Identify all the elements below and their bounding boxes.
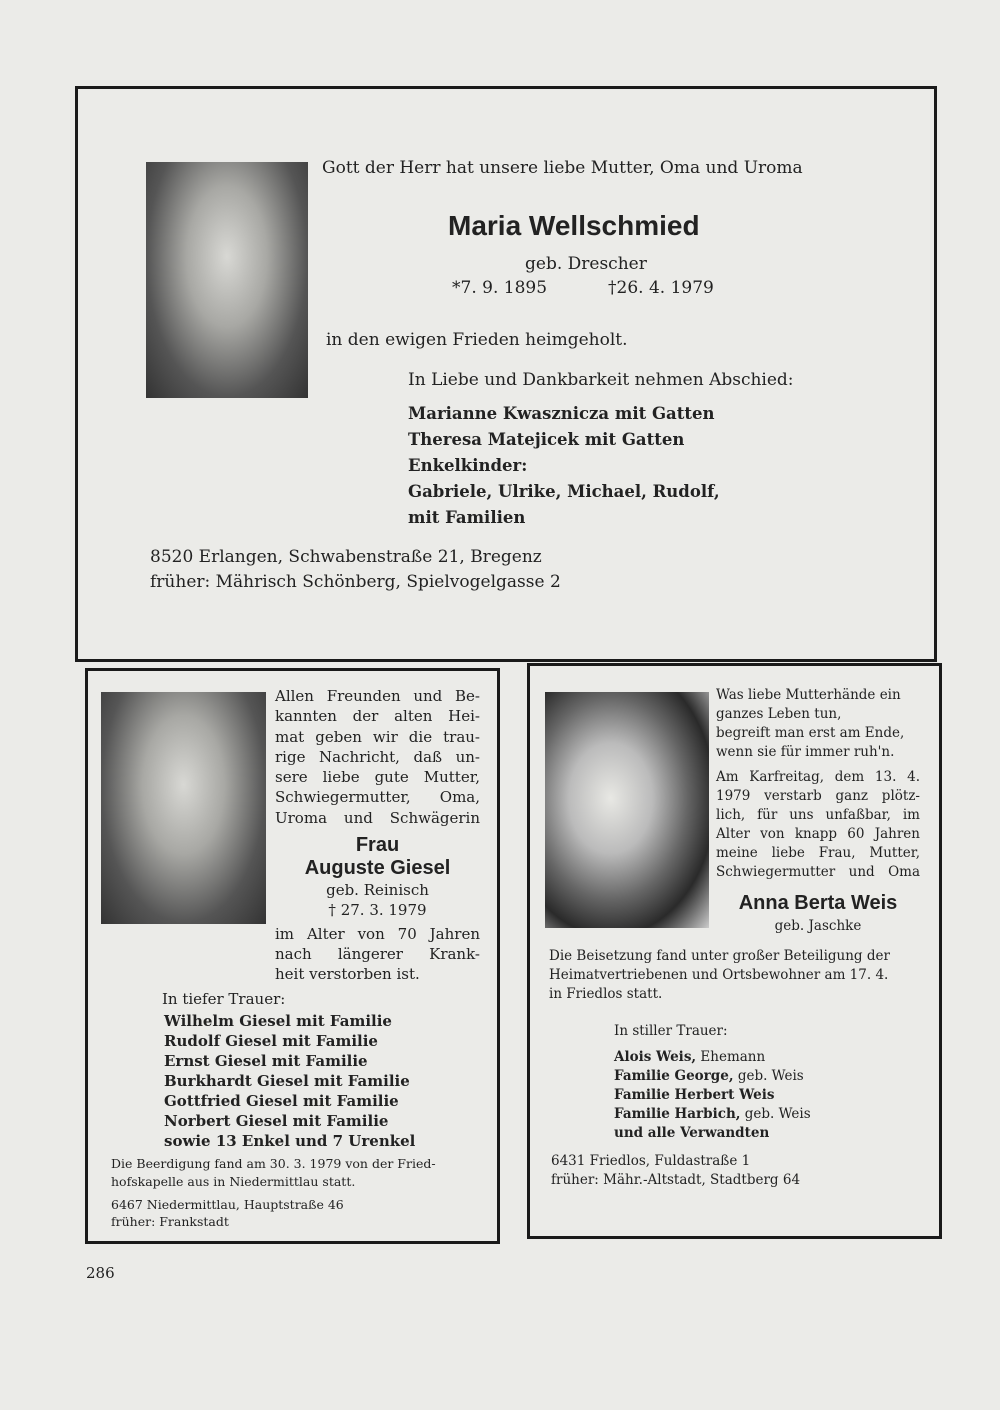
mourner: Wilhelm Giesel mit Familie [164,1012,392,1030]
text-line: Heimatvertriebenen und Ortsbewohner am 17. 4. [549,967,889,983]
birth-name: geb. Jaschke [774,918,862,934]
text-line: Schwiegermutter und Oma [716,864,920,880]
text-line: Uroma und Schwägerin [275,808,480,827]
mourner: Burkhardt Giesel mit Familie [164,1072,410,1090]
text-line: Die Beerdigung fand am 30. 3. 1979 von der Fried- [111,1156,436,1171]
mourner-name: und alle Verwandten [614,1125,770,1141]
deceased-title: Frau [355,834,400,856]
text-line: Am Karfreitag, dem 13. 4. [716,769,920,785]
mourner [614,1086,811,1105]
text-line: Was liebe Mutterhände ein [716,687,901,703]
address-line: früher: Mährisch Schönberg, Spielvogelgasse 2 [150,572,561,592]
text-line: in Friedlos statt. [549,986,663,1002]
mourner-relation: geb. Weis [733,1068,804,1084]
mourner: Theresa Matejicek mit Gatten [408,430,685,449]
text-line: 1979 verstarb ganz plötz- [716,788,920,804]
announcement-text [275,686,480,828]
death-date: † 27. 3. 1979 [328,901,427,919]
mourner: sowie 13 Enkel und 7 Urenkel [164,1132,416,1150]
text-line: kannten der alten Hei- [275,707,480,726]
mourner-relation: geb. Weis [740,1106,811,1122]
mourner-name: Alois Weis, [614,1049,697,1065]
address-line: 8520 Erlangen, Schwabenstraße 21, Bregenz [150,547,542,567]
mourning-heading: In tiefer Trauer: [162,990,286,1008]
address-line: 6467 Niedermittlau, Hauptstraße 46 [111,1197,344,1212]
mourner-name: Familie George, [614,1068,734,1084]
portrait-photo [101,692,266,924]
address [111,1196,344,1230]
address [551,1152,800,1190]
mourner: Gottfried Giesel mit Familie [164,1092,399,1110]
text-line: wenn sie für immer ruh'n. [716,744,895,760]
mourner: mit Familien [408,508,526,527]
text-line: Schwiegermutter, Oma, [275,788,480,807]
mourner-name: Familie Herbert Weis [614,1087,775,1103]
announcement-text [716,768,920,882]
mourners-list [408,401,720,531]
farewell-heading: In Liebe und Dankbarkeit nehmen Abschied: [408,370,794,390]
address-line: früher: Frankstadt [111,1214,229,1229]
address-line: 6431 Friedlos, Fuldastraße 1 [551,1153,751,1169]
age-text [275,924,480,984]
deceased-name: Anna Berta Weis [738,892,898,914]
birth-name: geb. Reinisch [326,881,429,899]
mourner-name: Familie Harbich, [614,1106,741,1122]
poem [716,686,904,762]
text-line: rige Nachricht, daß un- [275,747,480,766]
mourner: Rudolf Giesel mit Familie [164,1032,378,1050]
text-line: Die Beisetzung fand unter großer Beteiligung der [549,948,890,964]
mourner: Norbert Giesel mit Familie [164,1112,389,1130]
address [150,545,561,595]
portrait-photo [146,162,308,398]
text-line: Allen Freunden und Be- [275,687,480,705]
text-line: nach längerer Krank- [275,945,480,963]
text-line: sere liebe gute Mutter, [275,768,480,787]
mourner [614,1124,811,1143]
deceased-name: Auguste Giesel [304,857,451,879]
text-line: meine liebe Frau, Mutter, [716,845,920,861]
text-line: im Alter von 70 Jahren [275,925,480,943]
mourner: Enkelkinder: [408,456,528,475]
birth-name: geb. Drescher [525,254,647,274]
text-line: lich, für uns unfaßbar, im [716,807,920,823]
text-line: Alter von knapp 60 Jahren [716,826,920,842]
mourners-list [614,1048,811,1143]
address-line: früher: Mähr.-Altstadt, Stadtberg 64 [551,1172,801,1188]
deceased-name: Maria Wellschmied [448,210,700,241]
text-line: begreift man erst am Ende, [716,725,905,741]
text-line: heit verstorben ist. [275,965,420,983]
mourner: Ernst Giesel mit Familie [164,1052,368,1070]
mourners-list [164,1011,415,1151]
funeral-info [111,1155,436,1191]
mourner [614,1048,811,1067]
text-line: ganzes Leben tun, [716,706,842,722]
mourning-heading: In stiller Trauer: [614,1023,728,1039]
portrait-photo [545,692,709,928]
intro-text: Gott der Herr hat unsere liebe Mutter, Oma und Uroma [322,158,803,178]
death-date: †26. 4. 1979 [608,278,714,298]
text-line: hofskapelle aus in Niedermittlau statt. [111,1174,356,1189]
page-number: 286 [86,1264,115,1282]
funeral-info [549,947,890,1004]
birth-date: *7. 9. 1895 [452,278,548,298]
mourner: Gabriele, Ulrike, Michael, Rudolf, [408,482,720,501]
mourner [614,1067,811,1086]
mourner-relation: Ehemann [696,1049,766,1065]
mourner [614,1105,811,1124]
heimgeholt-text: in den ewigen Frieden heimgeholt. [326,330,628,350]
mourner: Marianne Kwasznicza mit Gatten [408,404,715,423]
text-line: mat geben wir die trau- [275,727,480,746]
